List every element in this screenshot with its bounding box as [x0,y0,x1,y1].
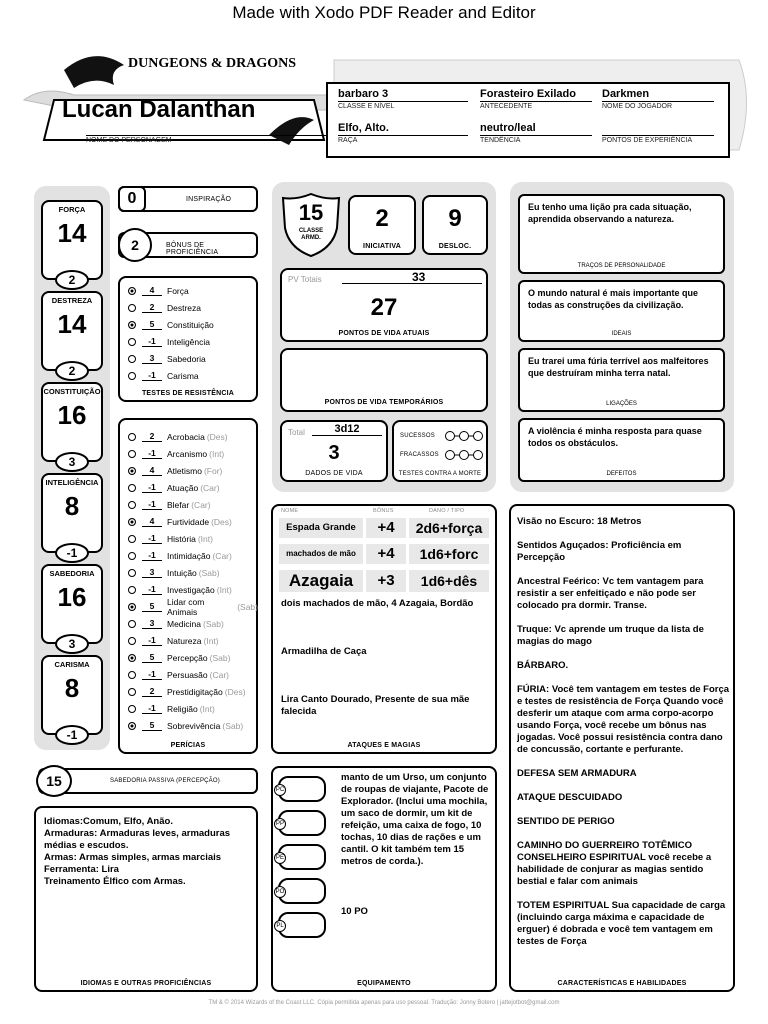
skill-prof-dot[interactable] [128,501,136,509]
bonds-text: Eu trarei uma fúria terrível aos malfeitores que destruíram minha terra natal. [528,356,709,378]
race-value[interactable]: Elfo, Alto. [338,122,389,134]
coin-gp-label: PO [274,886,286,898]
feature-line: Truque: Vc aprende um truque da lista de magias do mago [517,624,704,647]
skill-prof-dot[interactable] [128,518,136,526]
skill-value: -1 [142,448,162,459]
skill-value: 4 [142,516,162,527]
attr-score[interactable]: 14 [57,218,87,248]
attack-bonus[interactable]: +4 [366,518,406,538]
alignment-value[interactable]: neutro/leal [480,122,536,134]
attr-mod[interactable]: 3 [55,634,89,654]
coin-pp-label: PL [274,920,286,932]
skill-value: 3 [142,567,162,578]
attack-damage[interactable]: 2d6+força [409,518,489,538]
skill-abbr: (For) [203,465,223,476]
coin-pp[interactable] [278,912,326,938]
skill-row[interactable] [128,530,258,547]
personality-text: Eu tenho uma lição pra cada situação, aprendida observando a natureza. [528,202,692,224]
save-name: Sabedoria [167,353,206,364]
languages-text[interactable] [44,816,254,888]
skill-name: Blefar [167,499,190,510]
proficiency-label: BÔNUS DE PROFICIÊNCIA [166,242,219,256]
attr-score[interactable]: 8 [64,491,80,521]
attr-label: SABEDORIA [49,569,95,578]
save-value: 3 [142,353,162,364]
attack-header-bonus: BÔNUS [373,508,394,514]
skill-prof-dot[interactable] [128,688,136,696]
initiative-box [348,195,416,255]
save-value: -1 [142,370,162,381]
ac-label: CLASSE ARMD. [298,228,324,241]
skill-value: -1 [142,533,162,544]
hit-dice-label: DADOS DE VIDA [305,470,363,477]
skill-name: Intimidação [167,550,211,561]
skill-value: 5 [142,652,162,663]
death-success-label: SUCESSOS [400,433,435,439]
language-line: Armas: Armas simples, armas marciais [44,852,222,863]
skill-name: Medicina [167,618,202,629]
skill-abbr: (Sab) [222,720,244,731]
language-line: Treinamento Élfico com Armas. [44,876,186,887]
inspiration-box [118,186,258,212]
speed-label: DESLOC. [438,243,472,250]
ideals-box[interactable] [518,280,725,342]
skills-box [118,418,258,754]
ideals-label: IDEAIS [611,331,632,337]
attack-bonus[interactable]: +4 [366,544,406,564]
feature-line: Ancestral Feérico: Vc tem vantagem para resistir a ser enfeitiçado e não pode ser colocado pra dormir. Transe. [517,576,704,611]
attr-mod[interactable]: -1 [55,725,89,745]
attack-damage[interactable]: 1d6+forc [409,544,489,564]
bonds-label: LIGAÇÕES [606,401,637,407]
skill-name: Furtividade [167,516,210,527]
hit-dice-total-label: Total [288,428,305,437]
hp-current-box [280,268,488,342]
attr-constitution [41,382,103,469]
attack-note: Armadilha de Caça [281,646,367,657]
skill-row[interactable] [128,649,258,666]
skill-name: Prestidigitação [167,686,223,697]
skill-name: Atuação [167,482,199,493]
attack-damage[interactable]: 1d6+dês [409,570,489,592]
hit-dice-value[interactable]: 3 [328,442,340,464]
skill-value: 2 [142,431,162,442]
flaws-box[interactable] [518,418,725,482]
skill-name: Religião [167,703,198,714]
hp-max-label: PV Totais [288,275,322,284]
feature-line: Sentidos Aguçados: Proficiência em Percepção [517,540,682,563]
hp-temp-box [280,348,488,412]
attack-note: dois machados de mão, 4 Azagaia, Bordão [281,598,474,609]
language-line: Armaduras: Armaduras leves, armaduras médias e escudos. [44,828,231,851]
skill-name: Sobrevivência [167,720,221,731]
flaws-text: A violência é minha resposta para quase todos os obstáculos. [528,426,702,448]
feature-line: FÚRIA: Você tem vantagem em testes de Força e testes de resistência de Força Quando você desferir um ataque com arma corpo-acorpo usando Força, você recebe um bônus nas jogadas. Você possui resistência contra dano de concussão, cortante e perfurante. [517,684,730,755]
speed-box [422,195,488,255]
attack-name[interactable]: machados de mão [279,544,363,564]
skill-row[interactable] [128,445,258,462]
attr-wisdom [41,564,103,651]
hp-current-value[interactable]: 27 [370,294,398,321]
skill-name: Intuição [167,567,197,578]
skill-prof-dot[interactable] [128,671,136,679]
coin-cp[interactable] [275,776,326,802]
ac-value[interactable]: 15 [298,200,324,225]
class-level-value[interactable]: barbaro 3 [338,88,389,100]
background-label: ANTECEDENTE [480,101,592,110]
save-value: -1 [142,336,162,347]
language-line: Idiomas:Comum, Elfo, Anão. [44,816,173,827]
attack-name[interactable]: Azagaia [279,570,363,592]
initiative-label: INICIATIVA [363,243,401,250]
features-box [509,504,735,992]
attr-score[interactable]: 14 [57,309,87,339]
skill-name: Arcanismo [167,448,208,459]
skill-abbr: (Des) [206,431,228,442]
skill-prof-dot[interactable] [128,535,136,543]
coin-gp[interactable] [275,878,326,904]
feature-line: TOTEM ESPIRITUAL Sua capacidade de carga (incluindo carga máxima e capacidade de erguer) é dobrada e você tem vantagem em testes de Força [517,900,726,947]
skill-abbr: (Int) [199,703,215,714]
dragon-icon [64,56,124,88]
skill-name: Investigação [167,584,215,595]
skill-value: 5 [142,601,162,612]
features-text[interactable] [517,516,731,960]
copyright-footer: TM & © 2014 Wizards of the Coast LLC. Cópia permitida apenas para uso pessoal. Tradução: Jonny Botero | jattejotbot@gmail.com [208,1000,560,1006]
feature-line: CAMINHO DO GUERREIRO TOTÊMICO CONSELHEIRO ESPIRITUAL você recebe a habilidade de conjurar as magias sentido bestial e falar com animais [517,840,712,887]
attr-mod[interactable]: 2 [55,361,89,381]
features-label: CARACTERÍSTICAS E HABILIDADES [511,980,733,987]
hp-temp-label: PONTOS DE VIDA TEMPORÁRIOS [324,399,444,406]
attack-bonus[interactable]: +3 [366,570,406,592]
skill-value: -1 [142,703,162,714]
attr-score[interactable]: 16 [57,400,87,430]
skill-value: 4 [142,465,162,476]
attack-header-name: NOME [281,508,299,514]
passive-perception-value[interactable]: 15 [36,765,72,797]
skill-abbr: (Int) [209,448,225,459]
attr-dexterity [41,291,103,378]
equipment-label: EQUIPAMENTO [357,980,411,987]
skill-abbr: (Des) [211,516,232,527]
languages-label: IDIOMAS E OUTRAS PROFICIÊNCIAS [80,980,212,987]
skill-row[interactable] [128,462,258,479]
xodo-banner: Made with Xodo PDF Reader and Editor [232,3,536,22]
character-name[interactable]: Lucan Dalanthan [62,96,256,123]
skill-row[interactable] [128,615,258,632]
background-value[interactable]: Forasteiro Exilado [480,88,576,100]
coin-cp-label: PC [274,784,286,796]
skill-abbr: (Car) [191,499,211,510]
save-value: 5 [142,319,162,330]
skill-name: Percepção [167,652,208,663]
attr-label: FORÇA [58,205,86,214]
xp-label: PONTOS DE EXPERIÊNCIA [602,135,714,144]
skill-row[interactable] [128,513,258,530]
class-level-label: CLASSE E NÍVEL [338,101,468,110]
save-prof-dot[interactable] [128,372,136,380]
skill-prof-dot[interactable] [128,552,136,560]
skill-value: 5 [142,720,162,731]
save-name: Constituição [167,319,214,330]
initiative-value[interactable]: 2 [375,205,389,232]
feature-line: SENTIDO DE PERIGO [517,816,615,827]
language-line: Ferramenta: Lira [44,864,119,875]
save-prof-dot[interactable] [128,355,136,363]
skill-row[interactable] [128,598,258,615]
coin-ep-label: PE [274,852,286,864]
attr-charisma [41,655,103,742]
saves-label: TESTES DE RESISTÊNCIA [141,390,235,397]
save-row[interactable] [128,299,258,316]
skills-label: PERÍCIAS [170,742,206,749]
skill-value: 2 [142,686,162,697]
skill-value: -1 [142,499,162,510]
attacks-label: ATAQUES E MAGIAS [347,742,421,749]
player-label: NOME DO JOGADOR [602,101,714,110]
skill-row[interactable] [128,564,258,581]
attr-label: CARISMA [54,660,90,669]
hp-current-label: PONTOS DE VIDA ATUAIS [338,330,430,337]
ideals-text: O mundo natural é mais importante que todas as construções da civilização. [528,288,699,310]
proficiency-value[interactable]: 2 [118,228,152,262]
skill-value: 3 [142,618,162,629]
feature-line: Visão no Escuro: 18 Metros [517,516,642,527]
proficiency-box [118,232,258,258]
skill-name: Acrobacia [167,431,205,442]
skill-row[interactable] [128,496,258,513]
save-row[interactable] [128,316,258,333]
player-value[interactable]: Darkmen [602,88,650,100]
attr-score[interactable]: 8 [64,673,80,703]
skill-abbr: (Car) [209,669,229,680]
feature-line: BÁRBARO. [517,660,569,671]
save-prof-dot[interactable] [128,287,136,295]
skill-abbr: (Int) [216,584,232,595]
death-fail-label: FRACASSOS [400,452,439,458]
attr-label: INTELIGÊNCIA [45,478,99,487]
save-value: 4 [142,285,162,296]
speed-value[interactable]: 9 [448,205,462,232]
skill-prof-dot[interactable] [128,654,136,662]
death-saves-label: TESTES CONTRA A MORTE [398,471,482,477]
dnd-logo: DUNGEONS & DRAGONS [128,56,297,71]
death-fail-circles[interactable] [444,449,484,461]
skill-value: -1 [142,635,162,646]
skill-abbr: (Sab) [198,567,220,578]
skill-row[interactable] [128,632,258,649]
hit-dice-box [280,420,388,482]
equipment-gold[interactable]: 10 PO [341,906,368,917]
bonds-box[interactable] [518,348,725,412]
save-row[interactable] [128,367,258,384]
skill-row[interactable] [128,479,258,496]
coin-sp-label: PP [274,818,286,830]
save-row[interactable] [128,333,258,350]
save-name: Destreza [167,302,202,313]
attr-strength [41,200,103,287]
skill-name: Lidar com Animais [167,596,205,617]
save-prof-dot[interactable] [128,304,136,312]
skill-value: -1 [142,584,162,595]
skill-prof-dot[interactable] [128,467,136,475]
languages-box [34,806,258,992]
attr-mod[interactable]: 2 [55,270,89,290]
attacks-box [271,504,497,754]
skill-name: Persuasão [167,669,208,680]
save-row[interactable] [128,282,258,299]
attack-header-damage: DANO / TIPO [429,508,465,514]
save-name: Inteligência [167,336,211,347]
skill-prof-dot[interactable] [128,450,136,458]
skill-name: História [167,533,196,544]
alignment-label: TENDÊNCIA [480,135,592,144]
skill-prof-dot[interactable] [128,705,136,713]
save-value: 2 [142,302,162,313]
skill-row[interactable] [128,428,258,445]
skill-value: -1 [142,550,162,561]
skill-row[interactable] [128,666,258,683]
personality-box[interactable] [518,194,725,274]
passive-perception-box [38,768,258,794]
skill-prof-dot[interactable] [128,569,136,577]
personality-label: TRAÇOS DE PERSONALIDADE [577,263,666,269]
save-row[interactable] [128,350,258,367]
skill-prof-dot[interactable] [128,722,136,730]
skill-prof-dot[interactable] [128,433,136,441]
skill-prof-dot[interactable] [128,637,136,645]
race-label: RAÇA [338,135,468,144]
saving-throws-box [118,276,258,402]
character-name-label: NOME DO PERSONAGEM [86,135,326,144]
save-prof-dot[interactable] [128,321,136,329]
skill-abbr: (Int) [203,635,219,646]
inspiration-label: INSPIRAÇÃO [186,196,232,203]
skill-row[interactable] [128,547,258,564]
skill-prof-dot[interactable] [128,586,136,594]
skill-abbr: (Sab) [237,601,258,612]
attr-score[interactable]: 16 [57,582,87,612]
save-name: Carisma [167,370,199,381]
attr-label: CONSTITUIÇÃO [43,387,101,396]
attack-note: Lira Canto Dourado, Presente de sua mãe falecida [281,694,470,717]
flaws-label: DEFEITOS [606,471,637,477]
equipment-text[interactable]: manto de um Urso, um conjunto de roupas de viajante, Pacote de Explorador. (Inclui uma mochila, um saco de dormir, um kit de refeição, uma caixa de fogo, 10 tochas, 10 dias de rações e um cantil. O kit também tem 15 metros de corda.). [341,772,489,867]
skill-abbr: (Car) [212,550,232,561]
death-saves-box [392,420,488,482]
skill-row[interactable] [128,700,258,717]
coin-sp[interactable] [275,810,326,836]
coin-ep[interactable] [275,844,326,870]
skill-row[interactable] [128,683,258,700]
skill-prof-dot[interactable] [128,603,136,611]
skill-prof-dot[interactable] [128,484,136,492]
hp-max-value[interactable]: 33 [412,270,426,284]
feature-line: ATAQUE DESCUIDADO [517,792,623,803]
skill-abbr: (Car) [200,482,220,493]
attack-name[interactable]: Espada Grande [279,518,363,538]
attr-intelligence [41,473,103,560]
feature-line: DEFESA SEM ARMADURA [517,768,637,779]
skill-name: Atletismo [167,465,202,476]
save-prof-dot[interactable] [128,338,136,346]
inspiration-value[interactable]: 0 [118,186,146,212]
skill-value: -1 [142,669,162,680]
attr-mod[interactable]: 3 [55,452,89,472]
passive-perception-label: SABEDORIA PASSIVA (PERCEPÇÃO) [110,778,220,784]
skill-name: Natureza [167,635,202,646]
skill-prof-dot[interactable] [128,620,136,628]
hit-dice-total-value[interactable]: 3d12 [312,423,382,436]
skill-abbr: (Int) [197,533,213,544]
death-success-circles[interactable] [444,430,484,442]
skill-abbr: (Sab) [209,652,231,663]
skill-abbr: (Sab) [203,618,224,629]
attr-mod[interactable]: -1 [55,543,89,563]
skill-value: -1 [142,482,162,493]
skill-row[interactable] [128,581,258,598]
attr-label: DESTREZA [51,296,93,305]
skill-row[interactable] [128,717,258,734]
skill-abbr: (Des) [224,686,246,697]
save-name: Força [167,285,189,296]
